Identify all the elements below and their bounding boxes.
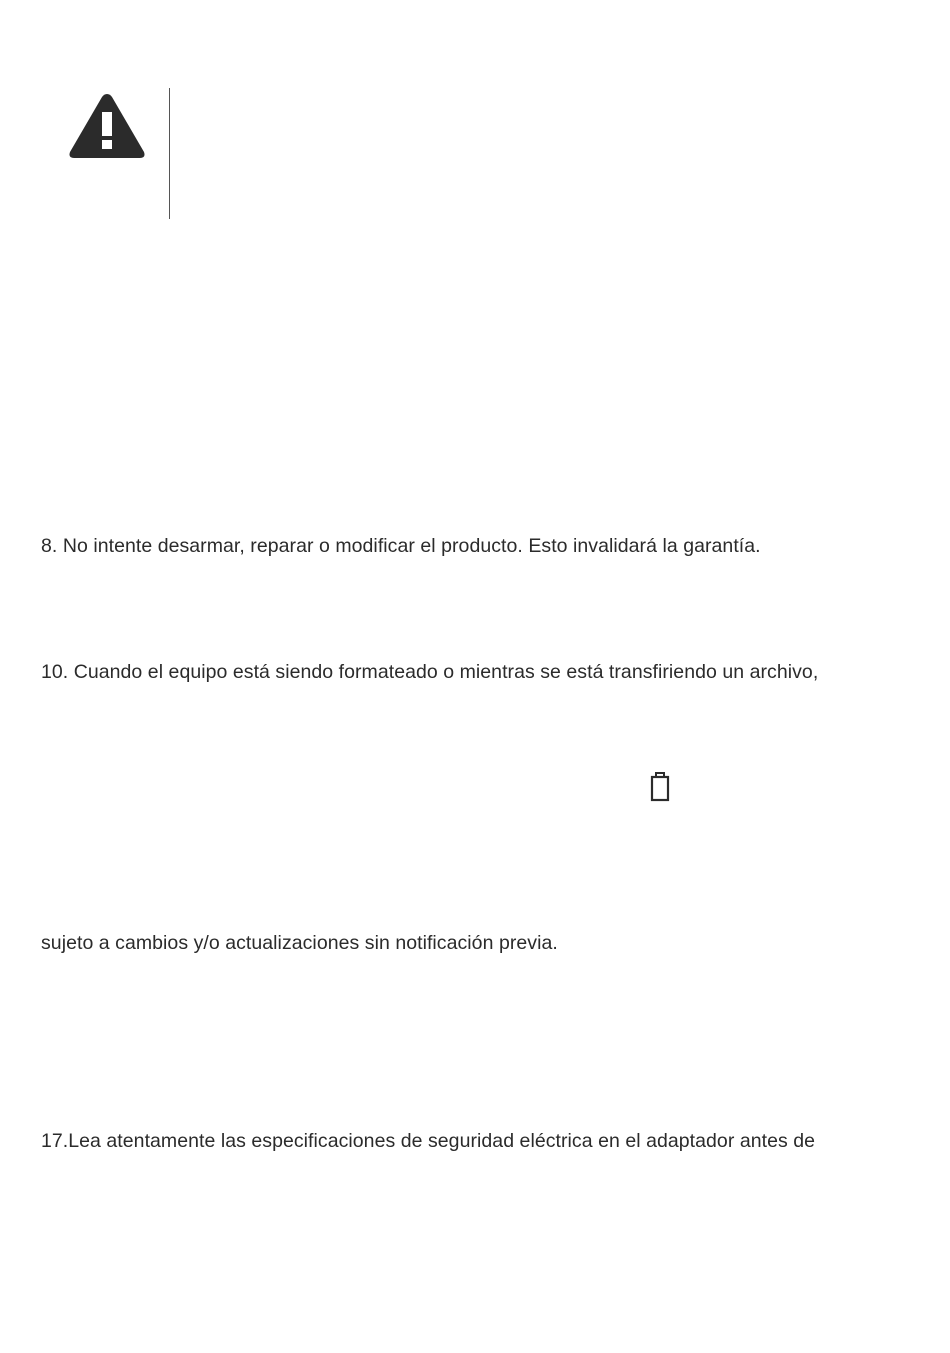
safety-item-10: 10. Cuando el equipo está siendo formateado o mientras se está transfiriendo un archivo,: [41, 661, 819, 683]
warning-triangle-icon: [68, 92, 146, 160]
safety-item-8: 8. No intente desarmar, reparar o modificar el producto. Esto invalidará la garantía.: [41, 535, 761, 557]
vertical-divider: [169, 88, 170, 219]
safety-item-17: 17.Lea atentamente las especificaciones de seguridad eléctrica en el adaptador antes de: [41, 1130, 816, 1152]
battery-icon: [650, 772, 670, 802]
safety-item-continuation: sujeto a cambios y/o actualizaciones sin notificación previa.: [41, 932, 558, 954]
